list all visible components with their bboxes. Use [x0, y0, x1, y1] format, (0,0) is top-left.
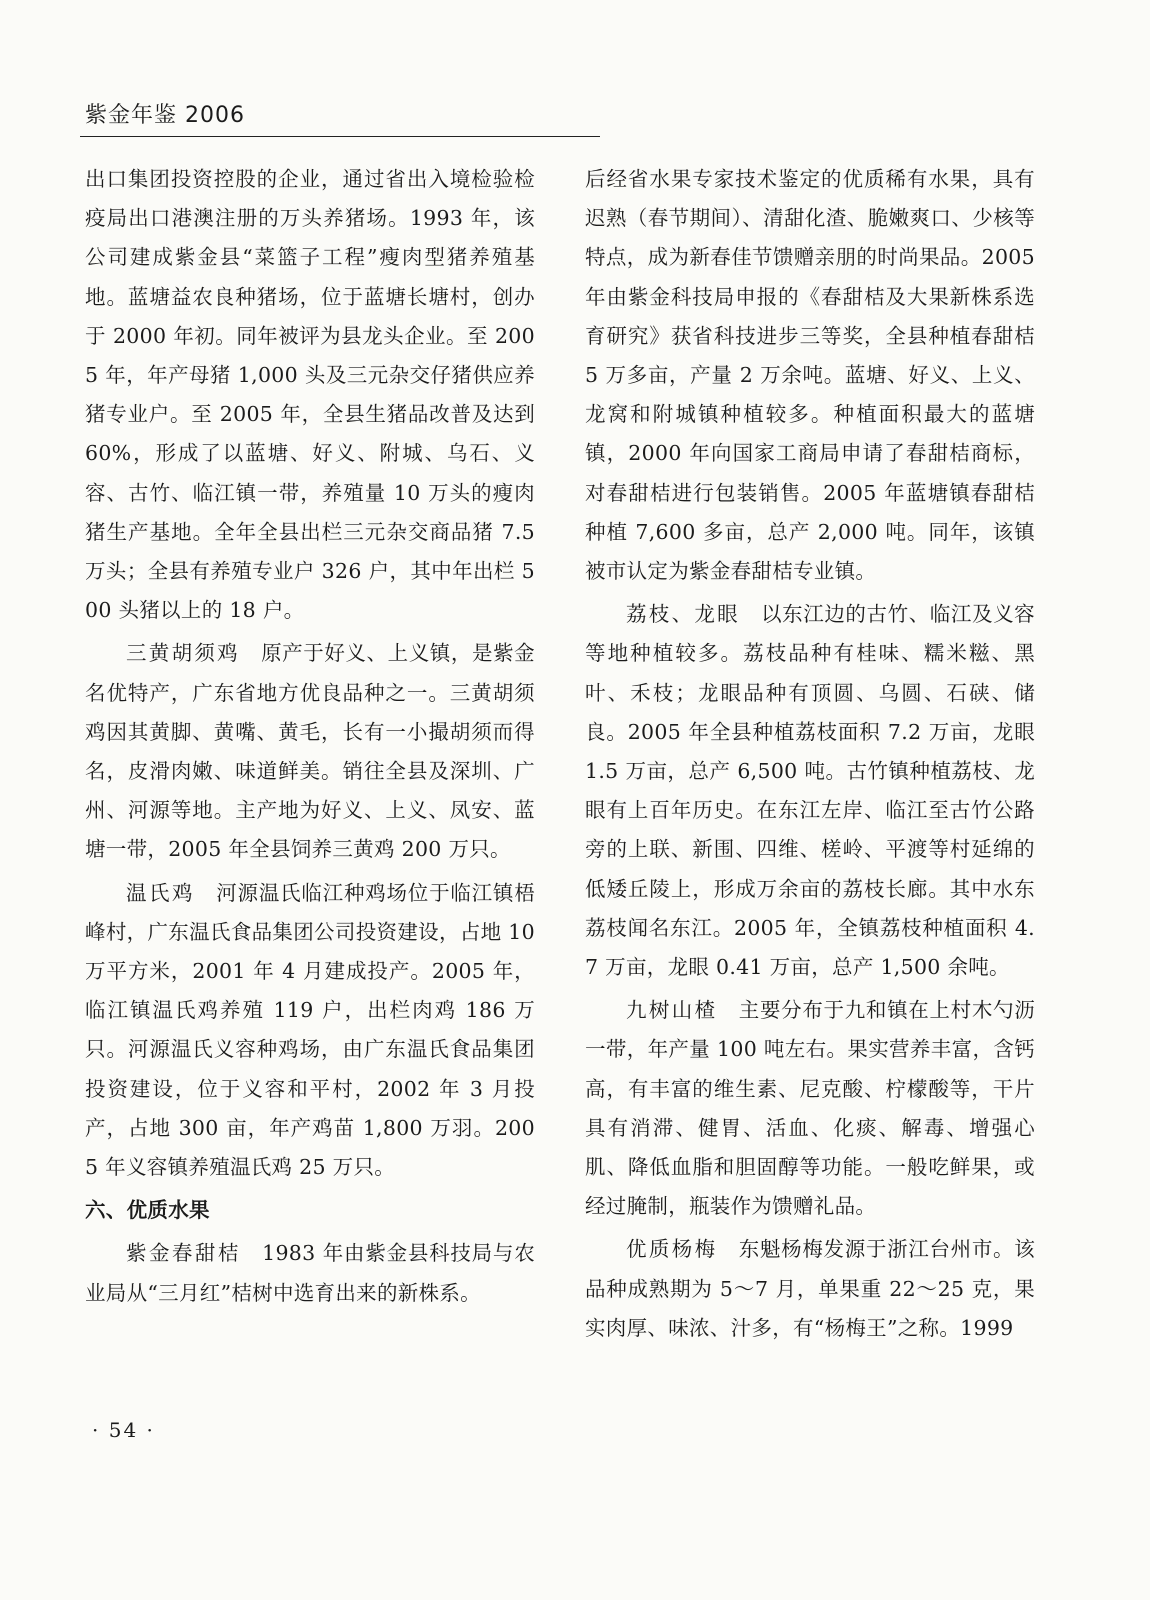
paragraph-text: 东魁杨梅发源于浙江台州市。该品种成熟期为 5～7 月，单果重 22～25 克，果实肉厚、味浓、汁多，有“杨梅王”之称。1999 [585, 1237, 1036, 1340]
term-sanhuang-chicken: 三黄胡须鸡 [126, 641, 240, 666]
right-column [585, 160, 1035, 1352]
paragraph-pig-farming: 出口集团投资控股的企业，通过省出入境检验检疫局出口港澳注册的万头养猪场。1993 年，该公司建成紫金县“菜篮子工程”瘦肉型猪养殖基地。蓝塘益农良种猪场，位于蓝塘长塘村，创办于 2000 年初。同年被评为县龙头企业。至 2005 年，年产母猪 1,000 头及三元杂交仔猪供应养猪专业户。至 2005 年，全县生猪品改普及达到 60%，形成了以蓝塘、好义、附城、乌石、义容、古竹、临江镇一带，养殖量 10 万头的瘦肉猪生产基地。全年全县出栏三元杂交商品猪 7.5 万头；全县有养殖专业户 326 户，其中年出栏 500 头猪以上的 18 户。 [85, 167, 535, 623]
paragraph-sanhuang-chicken [85, 634, 535, 869]
paragraph-hawthorn [585, 991, 1035, 1226]
paragraph-text: 1983 年由紫金县科技局与农业局从“三月红”桔树中选育出来的新株系。 [85, 1241, 535, 1305]
term-bayberry: 优质杨梅 [626, 1237, 718, 1262]
page-number: · 54 · [92, 1418, 155, 1442]
left-column [85, 160, 535, 1317]
paragraph-text: 原产于好义、上义镇，是紫金名优特产，广东省地方优良品种之一。三黄胡须鸡因其黄脚、黄嘴、黄毛，长有一小撮胡须而得名，皮滑肉嫩、味道鲜美。销往全县及深圳、广州、河源等地。主产地为好义、上义、凤安、蓝塘一带，2005 年全县饲养三黄鸡 200 万只。 [85, 641, 535, 862]
paragraph-orange-continued: 后经省水果专家技术鉴定的优质稀有水果，具有迟熟（春节期间）、清甜化渣、脆嫩爽口、少核等特点，成为新春佳节馈赠亲朋的时尚果品。2005 年由紫金科技局申报的《春甜桔及大果新株系选育研究》获省科技进步三等奖，全县种植春甜桔 5 万多亩，产量 2 万余吨。蓝塘、好义、上义、龙窝和附城镇种植较多。种植面积最大的蓝塘镇，2000 年向国家工商局申请了春甜桔商标，对春甜桔进行包装销售。2005 年蓝塘镇春甜桔种植 7,600 多亩，总产 2,000 吨。同年，该镇被市认定为紫金春甜桔专业镇。 [585, 167, 1035, 584]
term-hawthorn: 九树山楂 [626, 998, 718, 1023]
running-title: 紫金年鉴 2006 [85, 103, 245, 128]
paragraph-wens-chicken [85, 874, 535, 1188]
paragraph-lychee-longan [585, 595, 1035, 987]
term-wens-chicken: 温氏鸡 [126, 880, 195, 905]
paragraph-chuntian-orange [85, 1234, 535, 1312]
paragraph-bayberry [585, 1230, 1035, 1348]
paragraph-text: 河源温氏临江种鸡场位于临江镇梧峰村，广东温氏食品集团公司投资建设，占地 10 万平方米，2001 年 4 月建成投产。2005 年，临江镇温氏鸡养殖 119 户，出栏肉鸡 186 万只。河源温氏义容种鸡场，由广东温氏食品集团投资建设，位于义容和平村，2002 年 3 月投产，占地 300 亩，年产鸡苗 1,800 万羽。2005 年义容镇养殖温氏鸡 25 万只。 [85, 880, 536, 1180]
term-chuntian-orange: 紫金春甜桔 [126, 1241, 241, 1266]
paragraph-text: 以东江边的古竹、临江及义容等地种植较多。荔枝品种有桂味、糯米糍、黑叶、禾枝；龙眼品种有顶圆、乌圆、石硖、储良。2005 年全县种植荔枝面积 7.2 万亩，龙眼 1.5 万亩，总产 6,500 吨。古竹镇种植荔枝、龙眼有上百年历史。在东江左岸、临江至古竹公路旁的上联、新围、四维、槎岭、平渡等村延绵的低矮丘陵上，形成万余亩的荔枝长廊。其中水东荔枝闻名东江。2005 年，全镇荔枝种植面积 4.7 万亩，龙眼 0.41 万亩，总产 1,500 余吨。 [585, 602, 1035, 980]
term-lychee-longan: 荔枝、龙眼 [626, 602, 740, 627]
section-title-fruits: 六、优质水果 [85, 1198, 210, 1223]
header-rule [80, 136, 600, 137]
paragraph-text: 主要分布于九和镇在上村木勺沥一带，年产量 100 吨左右。果实营养丰富，含钙高，有丰富的维生素、尼克酸、柠檬酸等，干片具有消滞、健胃、活血、化痰、解毒、增强心肌、降低血脂和胆固醇等功能。一般吃鲜果，或经过腌制，瓶装作为馈赠礼品。 [585, 998, 1036, 1219]
